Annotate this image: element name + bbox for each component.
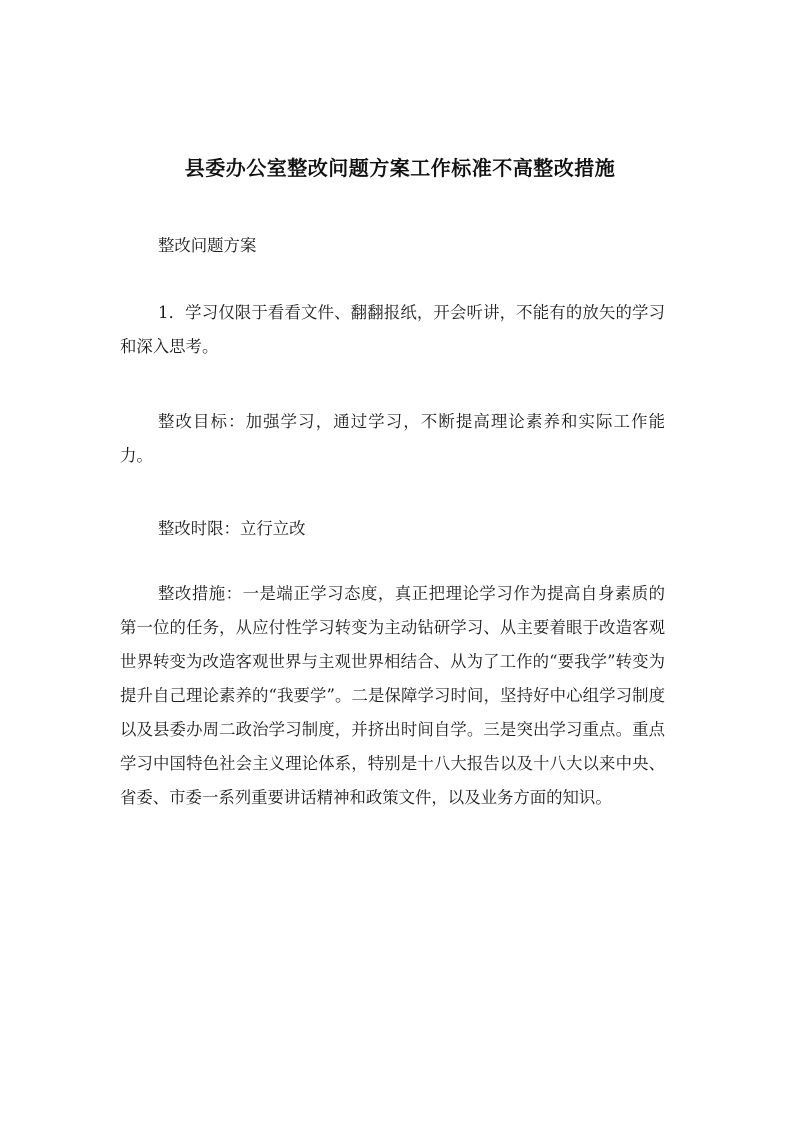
- rectification-goal: 整改目标：加强学习，通过学习，不断提高理论素养和实际工作能力。: [120, 412, 665, 465]
- problem-item-1: 1．学习仅限于看看文件、翻翻报纸，开会听讲，不能有的放矢的学习和深入思考。: [120, 303, 665, 356]
- rectification-time-limit: 整改时限：立行立改: [158, 519, 306, 538]
- rectification-measures: 整改措施：一是端正学习态度，真正把理论学习作为提高自身素质的第一位的任务，从应付性学习转变为主动钻研学习、从主要着眼于改造客观世界转变为改造客观世界与主观世界相结合、从为了工作的“要我学”转变为提升自己理论素养的“我要学”。二是保障学习时间，坚持好中心组学习制度以及县委办周二政治学习制度，并挤出时间自学。三是突出学习重点。重点学习中国特色社会主义理论体系，特别是十八大报告以及十八大以来中央、省委、市委一系列重要讲话精神和政策文件，以及业务方面的知识。: [120, 584, 665, 807]
- section-heading: 整改问题方案: [158, 236, 257, 255]
- document-title: 县委办公室整改问题方案工作标准不高整改措施: [184, 156, 616, 180]
